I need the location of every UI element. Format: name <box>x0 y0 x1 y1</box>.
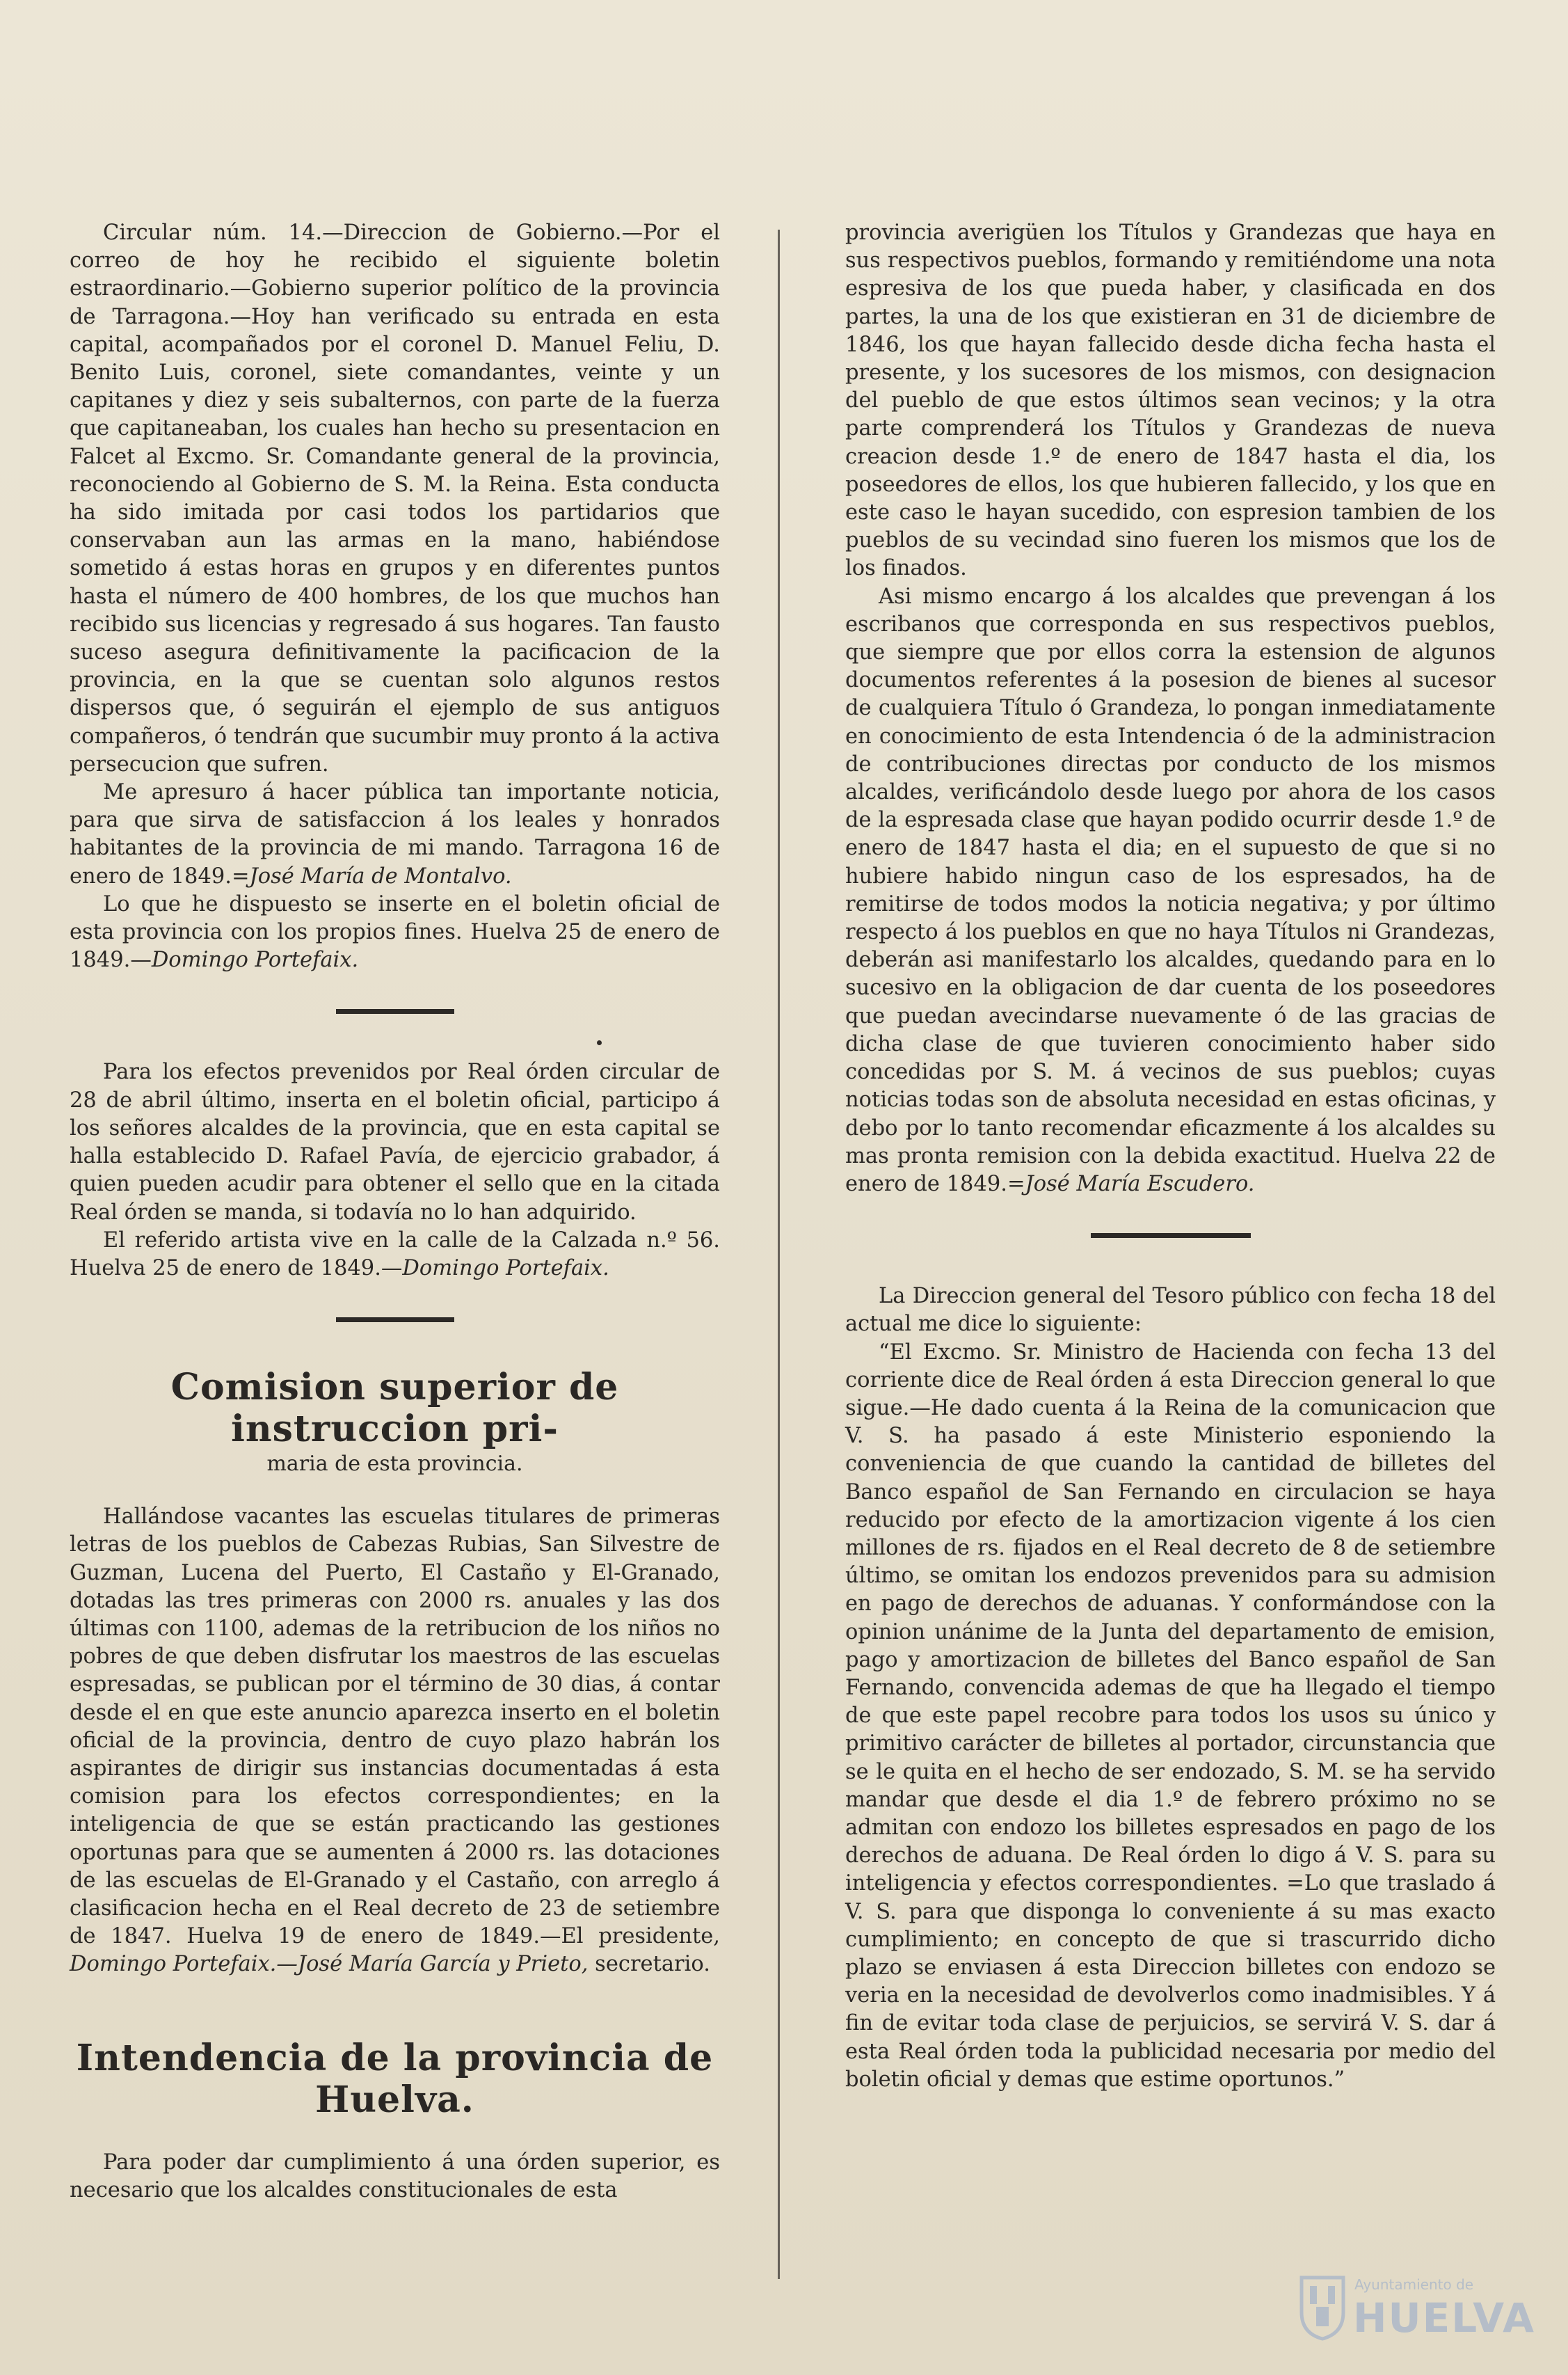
intendencia-paragraph-2-text: Asi mismo encargo á los alcaldes que prevengan á los escribanos que corresponda en sus respectivos pueblos, que siempre que por ellos corra la estension de algunos documentos referentes á la posesion de bienes al sucesor de cualquiera Título ó Grandeza, lo pongan inmediatamente en conocimiento de esta Intendencia ó de la administracion de contribuciones directas por conducto de los mismos alcaldes, verificándolo desde luego por ahora de los casos de la espresada clase que hayan podido ocurrir desde 1.º de enero de 1847 hasta el dia; en el supuesto de que si no hubiere habido ningun caso de los espresados, ha de remitirse de todos modos la noticia negativa; y por último respecto á los pueblos en que no haya Títulos ni Grandezas, deberán asi manifestarlo los alcaldes, quedando para en lo sucesivo en la obligacion de dar cuenta de los poseedores que puedan avecindarse nuevamente ó de las gracias de dicha clase de que tuvieren conocimiento haber sido concedidas por S. M. á vecinos de sus pueblos; cuyas noticias todas son de absoluta necesidad en estas oficinas, y debo por lo tanto recomendar eficazmente á los alcaldes su mas pronta remision con la debida exactitud. Huelva 22 de enero de 1849.= <box>845 584 1496 1196</box>
grabador-paragraph-2 <box>70 1227 720 1282</box>
comision-secretario: secretario. <box>588 1952 710 1977</box>
comision-title: Comision superior de instruccion pri- <box>170 1366 619 1451</box>
comision-paragraph-1-text: Hallándose vacantes las escuelas titulares de primeras letras de los pueblos de Cabezas Rubias, San Silvestre de Guzman, Lucena del Puerto, El Castaño y El-Granado, dotadas las tres primeras con 2000 rs. anuales y las dos últimas con 1100, ademas de la retribucion de los niños no pobres de que deben disfrutar los maestros de las escuelas espresadas, se publican por el término de 30 dias, á contar desde el en que este anuncio aparezca inserto en el boletin oficial de la provincia, dentro de cuyo plazo habrán los aspirantes de dirigir sus instancias documentadas á esta comision para los efectos correspondientes; en la inteligencia de que se están practicando las gestiones oportunas para que se aumenten á 2000 rs. las dotaciones de las escuelas de El-Granado y el Castaño, con arreglo á clasificacion hecha en el Real decreto de 23 de setiembre de 1847. Huelva 19 de enero de 1849.—El presidente, <box>70 1504 720 1949</box>
section-divider-2 <box>336 1317 454 1322</box>
city-shield-icon <box>1297 2272 1347 2342</box>
archive-watermark <box>1297 2272 1536 2349</box>
ink-speck <box>597 1040 602 1045</box>
tesoro-paragraph-1: La Direccion general del Tesoro público con fecha 18 del actual me dice lo siguiente: <box>845 1284 1496 1337</box>
escudero-signature: José María Escudero. <box>1025 1171 1255 1196</box>
circular-paragraph-2 <box>70 779 720 891</box>
section-divider-3 <box>1091 1233 1251 1238</box>
portefaix-signature-2: Domingo Portefaix. <box>402 1255 609 1280</box>
tesoro-paragraph-2: “El Excmo. Sr. Ministro de Hacienda con fecha 13 del corriente dice de Real órden á esta Direccion general lo que sigue.—He dado cuenta á la Reina de la comunicacion que V. S. ha pasado á este Ministerio esponiendo la conveniencia de que cuando la cantidad de billetes del Banco español de San Fernando en circulacion se haya reducido por efecto de la amortizacion vigente á los cien millones de rs. fijados en el Real decreto de 8 de setiembre último, se omitan los endozos prevenidos para su admision en pago de derechos de aduanas. Y conformándose con la opinion unánime de la Junta del departamento de emision, pago y amortizacion de billetes del Banco español de San Fernando, convencida ademas de que ha llegado el tiempo de que este papel recobre para todos los usos su único y primitivo carácter de billetes al portador, circunstancia que se le quita en el hecho de ser endozado, S. M. se ha servido mandar que desde el dia 1.º de febrero próximo no se admitan con endozo los billetes espresados en pago de los derechos de aduana. De Real órden lo digo á V. S. para su inteligencia y efectos correspondientes. =Lo que traslado á V. S. para que disponga lo conveniente á su mas exacto cumplimiento; en concepto de que si trascurrido dicho plazo se enviasen á esta Direccion billetes con endozo se veria en la necesidad de devolverlos como inadmisibles. Y á fin de evitar toda clase de perjuicios, se servirá V. S. dar á esta Real órden toda la publicidad necesaria por medio del boletin oficial y demas que estime oportunos.” <box>845 1340 1496 2092</box>
watermark-line-1: Ayuntamiento de <box>1354 2276 1474 2293</box>
circular-paragraph-3-text: Lo que he dispuesto se inserte en el boletin oficial de esta provincia con los propios fines. Huelva 25 de enero de 1849.— <box>70 891 720 973</box>
intendencia-paragraph-start: Para poder dar cumplimiento á una órden superior, es necesario que los alcaldes constitucionales de esta <box>70 2150 720 2202</box>
section-divider-1 <box>336 1009 454 1014</box>
circular-paragraph-2-text: Me apresuro á hacer pública tan importante noticia, para que sirva de satisfaccion á los leales y honrados habitantes de la provincia de mi mando. Tarragona 16 de enero de 1849.= <box>70 780 720 889</box>
column-divider <box>778 230 780 2279</box>
comision-paragraph-1 <box>70 1503 720 1978</box>
comision-signatures: Domingo Portefaix.—José María García y Prieto, <box>70 1952 589 1977</box>
circular-paragraph-3 <box>70 891 720 975</box>
grabador-paragraph-1: Para los efectos prevenidos por Real órden circular de 28 de abril último, inserta en el boletin oficial, participo á los señores alcaldes de la provincia, que en esta capital se halla establecido D. Rafael Pavía, de ejercicio grabador, á quien pueden acudir para obtener el sello que en la citada Real órden se manda, si todavía no lo han adquirido. <box>70 1060 720 1225</box>
montalvo-signature: José María de Montalvo. <box>249 864 512 889</box>
right-column <box>845 219 1496 2094</box>
comision-subtitle: maria de esta provincia. <box>266 1452 523 1477</box>
circular-paragraph-1: Circular núm. 14.—Direccion de Gobierno.—Por el correo de hoy he recibido el siguiente boletin estraordinario.—Gobierno superior político de la provincia de Tarragona.—Hoy han verificado su entrada en esta capital, acompañados por el coronel D. Manuel Feliu, D. Benito Luis, coronel, siete comandantes, veinte y un capitanes y diez y seis subalternos, con parte de la fuerza que capitaneaban, los cuales han hecho su presentacion en Falcet al Excmo. Sr. Comandante general de la provincia, reconociendo al Gobierno de S. M. la Reina. Esta conducta ha sido imitada por casi todos los partidarios que conservaban aun las armas en la mano, habiéndose sometido á estas horas en grupos y en diferentes puntos hasta el número de 400 hombres, de los que muchos han recibido sus licencias y regresado á sus hogares. Tan fausto suceso asegura definitivamente la pacificacion de la provincia, en la que se cuentan solo algunos restos dispersos que, ó seguirán el ejemplo de sus antiguos compañeros, ó tendrán que sucumbir muy pronto á la activa persecucion que sufren. <box>70 221 720 777</box>
left-column <box>70 219 720 2205</box>
grabador-paragraph-2-text: El referido artista vive en la calle de la Calzada n.º 56. Huelva 25 de enero de 1849.— <box>70 1228 720 1280</box>
intendencia-paragraph-2 <box>845 583 1496 1198</box>
portefaix-signature-1: Domingo Portefaix. <box>151 948 359 973</box>
intendencia-paragraph-continued: provincia averigüen los Títulos y Grandezas que haya en sus respectivos pueblos, formando y remitiéndome una nota espresiva de los que pueda haber, y clasificada en dos partes, la una de los que existieran en 31 de diciembre de 1846, los que hayan fallecido desde dicha fecha hasta el presente, y los sucesores de los mismos, con designacion del pueblo de que estos últimos sean vecinos; y la otra parte comprenderá los Títulos y Grandezas de nueva creacion desde 1.º de enero de 1847 hasta el dia, los poseedores de ellos, los que hubieren fallecido, y los que en este caso le hayan sucedido, con espresion tambien de los pueblos de su vecindad sino fueren los mismos que los de los finados. <box>845 221 1496 581</box>
intendencia-title: Intendencia de la provincia de Huelva. <box>76 2036 714 2121</box>
watermark-line-2: HUELVA <box>1353 2294 1536 2342</box>
